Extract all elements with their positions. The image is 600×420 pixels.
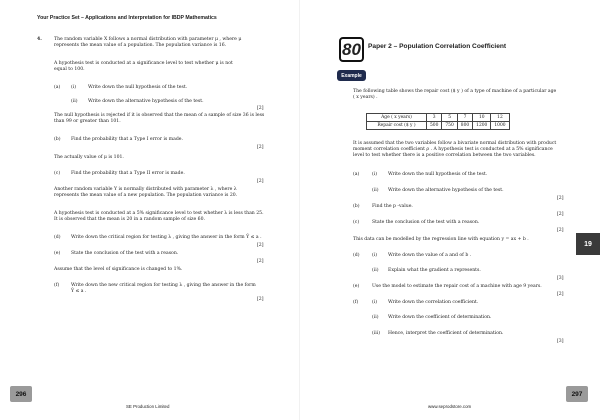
example-intro-line-2: ( x years) . (353, 95, 378, 100)
table-cell: 750 (442, 122, 457, 130)
another-line-2: represents the mean value of a new population. The population variance is 20. (54, 193, 238, 198)
table-row-cost (367, 122, 510, 130)
ex-part-d-label: (d) (353, 253, 360, 258)
ex-part-d-i-label: (i) (372, 253, 378, 258)
example-badge: Example (337, 70, 366, 81)
reject-line-2: than 99 or greater than 101. (54, 119, 121, 124)
table-header-cost: Repair cost ($ y ) (367, 122, 427, 130)
part-e-marks: [2] (257, 259, 264, 264)
ex-part-f-i-label: (i) (372, 300, 378, 305)
left-page-number: 296 (10, 386, 32, 402)
page-gutter (299, 0, 300, 420)
another-line-1: Another random variable Y is normally distributed with parameter λ , where λ (54, 187, 237, 192)
table-cell: 800 (457, 122, 472, 130)
ex-part-f-iii-text: Hence, interpret the coefficient of determination. (388, 331, 504, 336)
table-cell: 1000 (491, 122, 509, 130)
part-a-label: (a) (54, 85, 61, 90)
ex-part-a-label: (a) (353, 172, 360, 177)
ex-part-f-ii-label: (ii) (372, 315, 379, 320)
ex-part-a-ii-text: Write down the alternative hypothesis of the test. (388, 188, 504, 193)
table-cell: 500 (427, 122, 442, 130)
part-c-label: (c) (54, 171, 61, 176)
part-d-label: (d) (54, 235, 61, 240)
ex-part-b-label: (b) (353, 204, 360, 209)
ex-part-c-text: State the conclusion of the test with a reason. (372, 220, 480, 225)
q-hypothesis-line-1: A hypothesis test is conducted at a significance level to test whether μ is not (54, 61, 233, 66)
ex-part-f-ii-text: Write down the coefficient of determination. (388, 315, 492, 320)
ex-part-a-i-text: Write down the null hypothesis of the test. (388, 172, 488, 177)
assumption-line-3: level to test whether there is a positive correlation between the two variables. (353, 153, 536, 158)
ex-part-d-i-text: Write down the value of a and of b . (388, 253, 472, 258)
website-footer: www.seprodstore.com (428, 404, 472, 409)
ex-part-c-marks: [2] (557, 228, 564, 233)
ex-part-e-label: (e) (353, 284, 360, 289)
part-f-marks: [2] (257, 297, 264, 302)
part-a-i-label: (i) (71, 85, 77, 90)
part-a-i-text: Write down the null hypothesis of the test. (88, 85, 188, 90)
part-f-text-line-2: Ȳ ≤ a . (71, 289, 87, 294)
part-b-label: (b) (54, 137, 61, 142)
ex-part-f-label: (f) (353, 300, 359, 305)
ex-part-e-marks: [2] (557, 292, 564, 297)
right-page-number: 297 (566, 386, 588, 402)
table-cell: 12 (491, 114, 509, 122)
regression-model-text: This data can be modelled by the regression line with equation y = ax + b . (353, 237, 529, 242)
part-e-label: (e) (54, 251, 61, 256)
table-cell: 3 (427, 114, 442, 122)
repair-cost-table (366, 113, 510, 130)
ex-part-f-iii-label: (iii) (372, 331, 380, 336)
hyp-lambda-line-2: It is observed that the mean is 20 in a random sample of size 60. (54, 217, 205, 222)
assumption-line-2: moment correlation coefficient ρ . A hypothesis test is conducted at a 5% significance (353, 147, 553, 152)
ex-part-b-text: Find the p -value. (372, 204, 413, 209)
table-header-age: Age ( x years) (367, 114, 427, 122)
part-f-text-line-1: Write down the new critical region for testing λ , giving the answer in the form (71, 283, 256, 288)
ex-part-f-i-text: Write down the correlation coefficient. (388, 300, 479, 305)
example-title: Paper 2 – Population Correlation Coefficient (368, 43, 507, 50)
part-f-label: (f) (54, 283, 60, 288)
question-number: 4. (37, 37, 42, 42)
table-cell: 1200 (473, 122, 491, 130)
assumption-line-1: It is assumed that the two variables follow a bivariate normal distribution with product (353, 141, 557, 146)
part-b-marks: [2] (257, 145, 264, 150)
reject-line-1: The null hypothesis is rejected if it is observed that the mean of a sample of size 36 is less (54, 113, 265, 118)
chapter-tab: 19 (576, 233, 600, 255)
ex-part-f-marks: [3] (557, 339, 564, 344)
ex-part-b-marks: [2] (557, 212, 564, 217)
q-intro-line-2: represents the mean value of a population. The population variance is 16. (54, 43, 227, 48)
ex-part-e-text: Use the model to estimate the repair cost of a machine with age 9 years. (372, 284, 542, 289)
part-d-marks: [2] (257, 243, 264, 248)
ex-part-d-marks: [3] (557, 276, 564, 281)
part-b-text: Find the probability that a Type I error is made. (71, 137, 183, 142)
assume-text: Assume that the level of significance is changed to 1%. (54, 267, 183, 272)
ex-part-a-i-label: (i) (372, 172, 378, 177)
part-c-text: Find the probability that a Type II error is made. (71, 171, 185, 176)
part-a-ii-label: (ii) (71, 99, 78, 104)
example-intro-line-1: The following table shows the repair cost ($ y ) of a type of machine of a particular age (353, 89, 557, 94)
ex-part-a-marks: [2] (557, 196, 564, 201)
ex-part-a-ii-label: (ii) (372, 188, 379, 193)
ex-part-d-ii-label: (ii) (372, 268, 379, 273)
ex-part-d-ii-text: Explain what the gradient a represents. (388, 268, 481, 273)
part-a-ii-text: Write down the alternative hypothesis of the test. (88, 99, 204, 104)
page-header-title: Your Practice Set – Applications and Interpretation for IBDP Mathematics (37, 15, 217, 21)
table-cell: 5 (442, 114, 457, 122)
part-a-marks: [2] (257, 106, 264, 111)
part-e-text: State the conclusion of the test with a reason. (71, 251, 179, 256)
example-number-box: 80 (339, 37, 364, 62)
ex-part-c-label: (c) (353, 220, 360, 225)
q-hypothesis-line-2: equal to 100. (54, 67, 85, 72)
part-c-marks: [2] (257, 179, 264, 184)
table-cell: 10 (473, 114, 491, 122)
table-cell: 7 (457, 114, 472, 122)
actual-value-text: The actually value of μ is 101. (54, 155, 124, 160)
part-d-text: Write down the critical region for testing λ , giving the answer in the form Ȳ ≤ a . (71, 235, 262, 240)
q-intro-line-1: The random variable X follows a normal distribution with parameter μ , where μ (54, 37, 242, 42)
hyp-lambda-line-1: A hypothesis test is conducted at a 5% significance level to test whether λ is less than 25. (54, 211, 264, 216)
table-row-age (367, 114, 510, 122)
publisher-footer: SE Production Limited (126, 404, 170, 409)
